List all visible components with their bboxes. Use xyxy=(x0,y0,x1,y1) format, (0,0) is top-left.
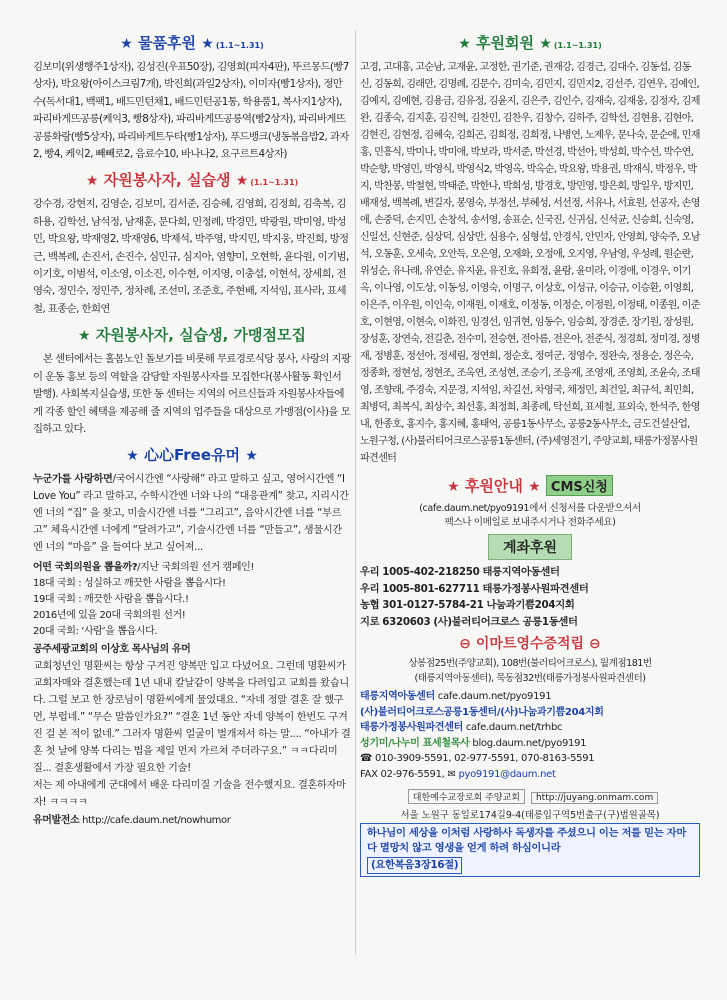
guide-text-line: (cafe.daum.net/pyo9191에서 신청서를 다운받으셔서 xyxy=(419,503,641,514)
bible-verse-box xyxy=(360,823,700,877)
members-period: (1.1~1.31) xyxy=(553,41,602,50)
account-row xyxy=(360,581,700,598)
star-icon: ★ xyxy=(77,328,91,345)
humor-election-intro: /지난 국회의원 선거 캠페인! xyxy=(137,562,254,574)
members-title: 후원회원 xyxy=(476,34,535,52)
volunteer-heading xyxy=(33,169,351,190)
humor-source-link[interactable]: http://cafe.daum.net/nowhumor xyxy=(82,815,231,827)
link-url[interactable]: cafe.daum.net/trhbc xyxy=(465,722,563,733)
account-number: 301-0127-5784-21 xyxy=(382,599,484,611)
star-icon: ★ xyxy=(235,173,249,190)
link-org: (사)불러티어크로스공릉1동센터/(사)나눔과기쁨204지회 xyxy=(360,706,604,718)
email-address[interactable]: pyo9191@daum.net xyxy=(458,768,556,780)
phone-line: ☎ 010-3909-5591, 02-977-5591, 070-8163-5591 xyxy=(360,753,595,764)
right-column xyxy=(360,28,700,877)
emart-line: (태릉지역아동센터), 묵동점32번(태릉가정봉사원파견센터) xyxy=(414,673,646,684)
volunteer-list: 강수경, 강현지, 김영순, 김보미, 김서준, 김승혜, 김영희, 김정희, 김축복, 김하용, 김학선, 남석정, 남재훈, 문다희, 민정례, 박경민, 박광원, 박미영, 박성민, 박요왕, 박재영2, 박재영6, 박제석, 박주영, 박지민, 박지웅, 박진희, 방정근, 백복례, 손진서, 손진수, 심민규, 심지아, 염향미, 오현학, 윤다원, 이기범, 이기호, 이범석, 이소영, 이소진, 이수현, 이지영, 이충섭, 이현석, 장세희, 전영숙, 정민수, 정민주, 정차례, 조선미, 조준호, 주현배, 지석임, 표사라, 표세철, 표종순, 한희연 xyxy=(33,198,349,315)
volunteer-period: (1.1~1.31) xyxy=(250,178,299,188)
link-org: 태릉가정봉사원파견센터 xyxy=(360,722,463,733)
members-list: 고경, 고대홍, 고순남, 고재윤, 고정한, 권기준, 권재강, 김경근, 김대수, 김동섭, 김동신, 김동희, 김래만, 김명례, 김문수, 김미숙, 김민지, 김민지2, 김선주, 김연우, 김예인, 김예지, 김예현, 김용금, 김유정, 김윤지, 김은주, 김인수, 김재숙, 김재웅, 김정자, 김제완, 김종숙, 김지훈, 김진혁, 김찬민, 김찬우, 김창수, 김하주, 김학선, 김현용, 김현아, 김현진, 김현정, 김혜숙, 김희곤, 김희정, 김희정, 나병연, 노제우, 문나숙, 문순애, 민재홍, 민흥식, 박미나, 박미애, 박보라, 박서준, 박선경, 박선아, 박성희, 박수선, 박수연, 박순향, 박영민, 박영식, 박영식2, 박영옥, 박옥순, 박요왕, 박용권, 박재식, 박정우, 박지, 박찬봉, 박철현, 박태준, 박한나, 박희성, 방경호, 방민영, 방은희, 방일우, 방지민, 배재성, 백복례, 변길자, 봉영숙, 부정선, 부혜성, 서선정, 서유나, 서효원, 선공자, 손영애, 손중덕, 손지민, 손창석, 송서영, 송표순, 신국진, 신귀심, 신석균, 신승희, 신숙영, 신일선, 신현준, 심상덕, 심상만, 심용수, 심형섭, 안경식, 안민자, 안영희, 양숙주, 오남석, 오동훈, 오세숙, 오안득, 오은영, 오재화, 오정애, 오지영, 우남영, 우성례, 원순란, 위성순, 유나래, 유연순, 유지윤, 유진호, 유희정, 윤람, 윤미라, 이경애, 이경우, 이기옥, 이나영, 이도상, 이동성, 이영숙, 이명구, 이상호, 이성규, 이승규, 이승환, 이영희, 이은주, 이우원, 이인숙, 이재원, 이재호, 이정동, 이정순, 이정원, 이정태, 이종원, 이준호, 이현영, 이현숙, 이화진, 임경선, 임귀현, 임동수, 임승희, 장경준, 장기원, 장성원, 장성훈, 장연숙, 전길춘, 전수미, 전승현, 전아름, 전은아, 전준식, 정경희, 정미경, 정병재, 정병훈, 정선아, 정세림, 정연희, 정순호, 정여군, 정영수, 정완숙, 정용순, 정은숙, 정종화, 정현성, 정현조, 조옥연, 조성현, 조승기, 조응재, 조영재, 조영희, 조윤숙, 조태영, 조향래, 주경숙, 지문경, 지석임, 차길선, 차영국, 채정민, 최건일, 최규석, 최민희, 최병덕, 최복식, 최상수, 최선홍, 최정희, 최종례, 탁선희, 표세철, 표외숙, 한석주, 한영내, 한종호, 홍지수, 홍지혜, 홍태억, 공릉1동사무소, 공릉2동사무소, 금도건설산업, 노원구청, (사)불러티어크로스공릉1동센터, (주)세영전기, 주양교회, 태릉가정봉사원파견센터 xyxy=(360,62,700,464)
link-url[interactable]: cafe.daum.net/pyo9191 xyxy=(437,691,552,702)
account-bank: 지로 xyxy=(360,615,380,628)
star-icon: ★ xyxy=(458,36,471,52)
recruit-text: 본 센터에서는 홀몸노인 돌보기를 비롯해 무료경로식당 봉사, 사랑의 지팡이 운동 홍보 등의 역할을 감당할 자원봉사자를 모집한다(봉사활동 확인서 발행). 사회복지실습생, 또한 동 센터는 지역의 어르신들과 자원봉사자들에게 각종 할인 혜택을 제공해 줄 지역의 업주들을 대상으로 가맹점(이사)을 모집하고 있다. xyxy=(33,353,351,435)
link-org: 성기미/나누미 표세철목사 xyxy=(360,737,470,749)
humor-election-title: 어떤 국회의원을 뽑을까? xyxy=(33,562,138,574)
left-column xyxy=(33,28,351,829)
guide-title: 후원안내 xyxy=(464,477,523,495)
guide-text xyxy=(360,502,700,530)
church-address: 서울 노원구 동일로174길9-4(태릉입구역5번출구(구)법원골목) xyxy=(400,810,660,821)
humor-title: 心心Free유머 xyxy=(143,446,240,465)
guide-text-line: 팩스나 이메일로 보내주시거나 전화주세요) xyxy=(444,517,616,528)
star-icon: ★ xyxy=(120,36,133,52)
recruit-heading xyxy=(33,324,351,345)
account-holder: 태릉가정봉사원파견센터 xyxy=(482,582,589,595)
humor-heading xyxy=(33,444,351,465)
volunteer-title: 자원봉사자, 실습생 xyxy=(103,171,231,190)
contact-links xyxy=(360,689,700,782)
fax-number: FAX 02-976-5591, xyxy=(360,768,445,780)
emart-heading xyxy=(360,633,700,653)
church-row xyxy=(360,785,700,804)
church-name: 대한예수교장로회 주양교회 xyxy=(408,789,525,804)
humor-election-line: 20대 국회: ‘사람’을 뽑읍시다. xyxy=(33,626,158,638)
goods-list: 김보미(위생행주1상자), 김성진(우표50장), 김영희(피자4판), 뚜르몽드(빵7상자), 박요왕(아이스크림7개), 박진희(과일2상자), 이미자(빵1상자), 정만수(독서대1, 백팩1, 배드민턴채1, 배드민턴공1통, 학용품1, 복사지1상자), 파리바게뜨공릉(케익3, 빵8상자), 파리바게뜨공릉역(빵2상자), 파리바게뜨공릉화랑(빵5상자), 파리바게트두타(빵1상자), 푸드뱅크(냉동볶음밥2, 과자2, 빵4, 케익2, 빼빼로2, 음료수10, 바나나2, 요구르트4상자) xyxy=(33,61,349,161)
goods-heading xyxy=(33,32,351,53)
account-number: 1005-402-218250 xyxy=(382,566,480,578)
emart-title: 이마트영수증적립 xyxy=(475,636,585,652)
star-icon: ★ xyxy=(528,479,541,495)
members-heading xyxy=(360,32,700,53)
account-row xyxy=(360,614,700,631)
humor-source-label: 유머발전소 xyxy=(33,815,80,827)
humor-election-line: 18대 국회 : 성실하고 깨끗한 사람을 뽑읍시다! xyxy=(33,578,226,590)
humor-election-paragraph xyxy=(33,560,351,640)
humor-love-title: 누군가를 사랑하면 xyxy=(33,474,113,486)
humor-closing-text: 저는 제 아내에게 군대에서 배운 다리미질 기술을 전수했지요. 결혼하자마자! ㅋㅋㅋㅋ xyxy=(33,780,346,809)
email-icon: ✉ xyxy=(447,768,456,780)
star-icon: ★ xyxy=(126,448,139,465)
account-holder: (사)불러티어크로스 공릉1동센터 xyxy=(433,615,578,628)
link-row xyxy=(360,720,700,736)
link-row xyxy=(360,736,700,752)
account-row xyxy=(360,564,700,581)
star-icon: ★ xyxy=(447,479,460,495)
giro-title: 계좌후원 xyxy=(488,534,572,560)
star-icon: ★ xyxy=(245,448,258,465)
emart-line: 상봉점25번(주양교회), 108번(불러티어크로스), 월계점181번 xyxy=(408,658,652,669)
humor-pastor-title: 공주세광교회의 이상호 목사님의 유머 xyxy=(33,644,191,656)
account-bank: 농협 xyxy=(360,599,380,611)
account-bank: 우리 xyxy=(360,566,380,578)
bible-verse-text: 하나님이 세상을 이처럼 사랑하사 독생자를 주셨으니 이는 저를 믿는 자마다 멸망치 않고 영생을 얻게 하려 하심이니라 xyxy=(367,827,686,854)
link-row xyxy=(360,705,700,721)
star-icon: ★ xyxy=(85,173,99,190)
link-row xyxy=(360,689,700,705)
recruit-title: 자원봉사자, 실습생, 가맹점모집 xyxy=(95,326,306,345)
star-icon: ★ xyxy=(201,36,214,52)
e-mark-icon: ⊖ xyxy=(459,636,472,652)
humor-pastor-text: 교회청년인 명환씨는 항상 구겨진 양복만 입고 다녔어요. 그런데 명환씨가 교회자매와 결혼했는데 1년 내내 칼날같이 양복을 다려입고 교회를 왔습니다. 그럴 보고 한 장로님이 명환씨에게 물었대요. “자네 정말 결혼 잘 했구먼, 부럽네.” “무슨 말씀인가요?” “결혼 1년 동안 자네 양복이 한번도 구겨진 걸 본 적이 없네.” 그러자 명환씨 얼굴이 벌개져서 하는 말.... “아내가 결혼 첫 날에 양복 다리는 법을 제일 먼저 가르쳐 주더라구요.” ㅋㅋ다리미질... 결혼생활에서 가장 필요한 기술! xyxy=(33,661,351,775)
humor-election-line: 2016년에 있을 20대 국회의원 선거! xyxy=(33,610,186,622)
church-url[interactable]: http://juyang.onmam.com xyxy=(531,792,658,804)
guide-heading xyxy=(360,475,700,496)
bible-verse-reference: (요한복음3장16절) xyxy=(367,857,462,874)
e-mark-icon: ⊖ xyxy=(588,636,601,652)
account-list xyxy=(360,564,700,630)
fax-line xyxy=(360,767,700,783)
link-url[interactable]: blog.daum.net/pyo9191 xyxy=(472,737,587,749)
giro-heading xyxy=(360,534,700,560)
account-number: 6320603 xyxy=(382,615,431,628)
account-number: 1005-801-627711 xyxy=(382,582,480,595)
column-divider xyxy=(355,30,356,955)
account-row xyxy=(360,597,700,614)
goods-period: (1.1~1.31) xyxy=(215,41,264,50)
account-holder: 태릉지역아동센터 xyxy=(482,566,560,578)
star-icon: ★ xyxy=(539,36,552,52)
humor-love-text: /국어시간엔 “사랑해” 라고 말하고 싶고, 영어시간엔 “I Love You” 라고 말하고, 수학시간엔 너와 나의 “대응관계” 찾고, 지리시간엔 너의 “집” 을 찾고, 미술시간엔 너를 “그리고”, 음악시간엔 너를 “부르고” 체육시간엔 너에게 “달려가고”, 기술시간엔 너를 “만들고”, 생물시간엔 너의 “마음” 을 들여다 보고 싶어져... xyxy=(33,474,349,554)
humor-love-paragraph xyxy=(33,471,351,556)
humor-source xyxy=(33,813,351,829)
humor-election-line: 19대 국회 : 깨끗한 사람을 뽑읍시다.! xyxy=(33,594,189,606)
link-org: 태릉지역아동센터 xyxy=(360,691,435,702)
goods-title: 물품후원 xyxy=(138,34,197,52)
cms-signup-badge[interactable]: CMS신청 xyxy=(546,475,613,496)
account-holder: 나눔과기쁨204지회 xyxy=(486,599,575,611)
account-bank: 우리 xyxy=(360,582,380,595)
